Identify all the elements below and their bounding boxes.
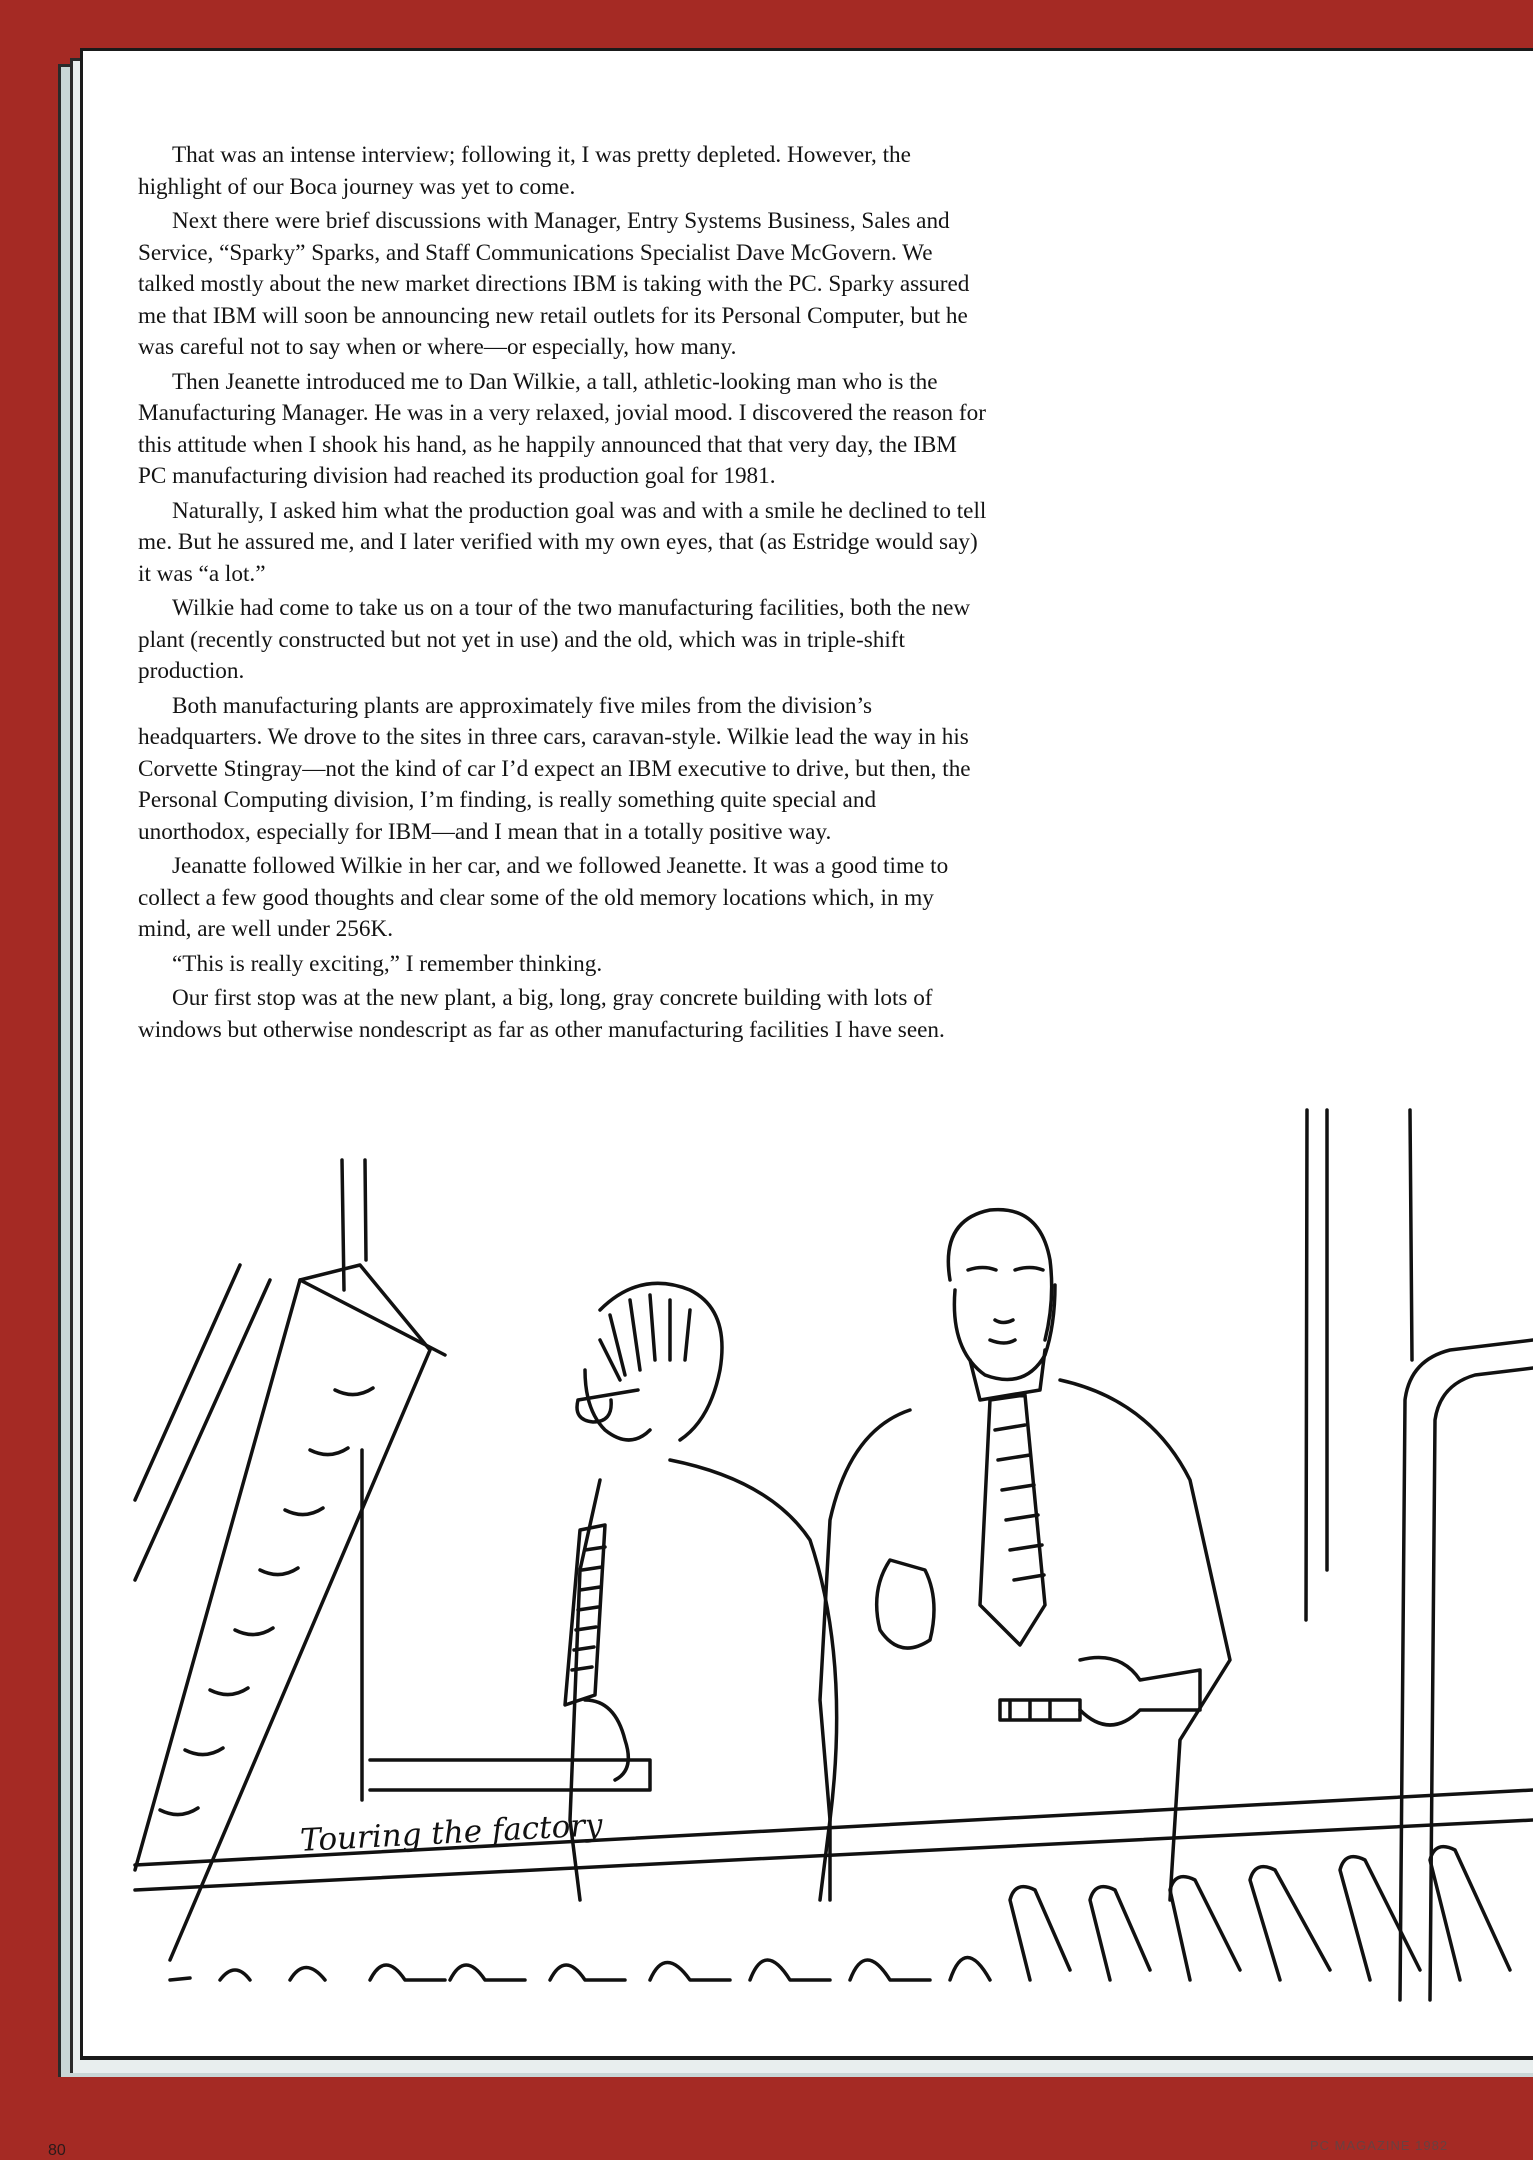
paragraph-4: Naturally, I asked him what the production goal was and with a smile he declined to tell me. But he assured me, and I later verified with my own eyes, that (as Estridge would say) it was “a lot.”: [138, 497, 987, 587]
paragraph-9: Our first stop was at the new plant, a big, long, gray concrete building with lots of windows but otherwise nondescript as far as other manufacturing facilities I have seen.: [138, 985, 945, 1043]
factory-tour-illustration: [130, 1100, 1533, 2020]
man-with-glasses: [565, 1283, 837, 1900]
paragraph-5: Wilkie had come to take us on a tour of the two manufacturing facilities, both the new plant (recently constructed but not yet in use) and the old, which was in triple-shift production.: [138, 595, 971, 684]
paragraph-6: Both manufacturing plants are approximately five miles from the division’s headquarters. We drove to the sites in three cars, caravan-style. Wilkie lead the way in his Corvette Stingray—not the kind of car I’d expect an IBM executive to drive, but then, the Personal Computing division, I’m finding, is really something quite special and unorthodox, especially for IBM—and I mean that in a totally positive way.: [138, 692, 971, 845]
page-number: 80: [48, 2142, 66, 2159]
paragraph-1: That was an intense interview; following it, I was pretty depleted. However, the highlight of our Boca journey was yet to come.: [138, 142, 911, 200]
paragraph-7: Jeanatte followed Wilkie in her car, and we followed Jeanette. It was a good time to collect a few good thoughts and clear some of the old memory locations which, in my mind, are well under 256K.: [138, 853, 949, 942]
paragraph-3: Then Jeanette introduced me to Dan Wilkie, a tall, athletic-looking man who is the Manufacturing Manager. He was in a very relaxed, jovial mood. I discovered the reason for this attitude when I shook his hand, as he happily announced that that very day, the IBM PC manufacturing division had reached its production goal for 1981.: [138, 368, 986, 489]
article-body: [138, 140, 988, 1049]
footer-stamp: PC MAGAZINE 1982: [1310, 2138, 1449, 2153]
background-pillars: [342, 1110, 1412, 1800]
paragraph-8: “This is really exciting,” I remember thinking.: [172, 950, 603, 977]
window-frame: [370, 1340, 1533, 2000]
illustration-caption: Touring the factory: [299, 1807, 604, 1859]
man-with-tie: [820, 1210, 1230, 1900]
paragraph-2: Next there were brief discussions with Manager, Entry Systems Business, Sales and Service, “Sparky” Sparks, and Staff Communications Specialist Dave McGovern. We talked mostly about the new market directions IBM is taking with the PC. Sparky assured me that IBM will soon be announcing new retail outlets for its Personal Computer, but he was careful not to say when or where—or especially, how many.: [138, 208, 970, 360]
assembly-line: [135, 1790, 1533, 1980]
